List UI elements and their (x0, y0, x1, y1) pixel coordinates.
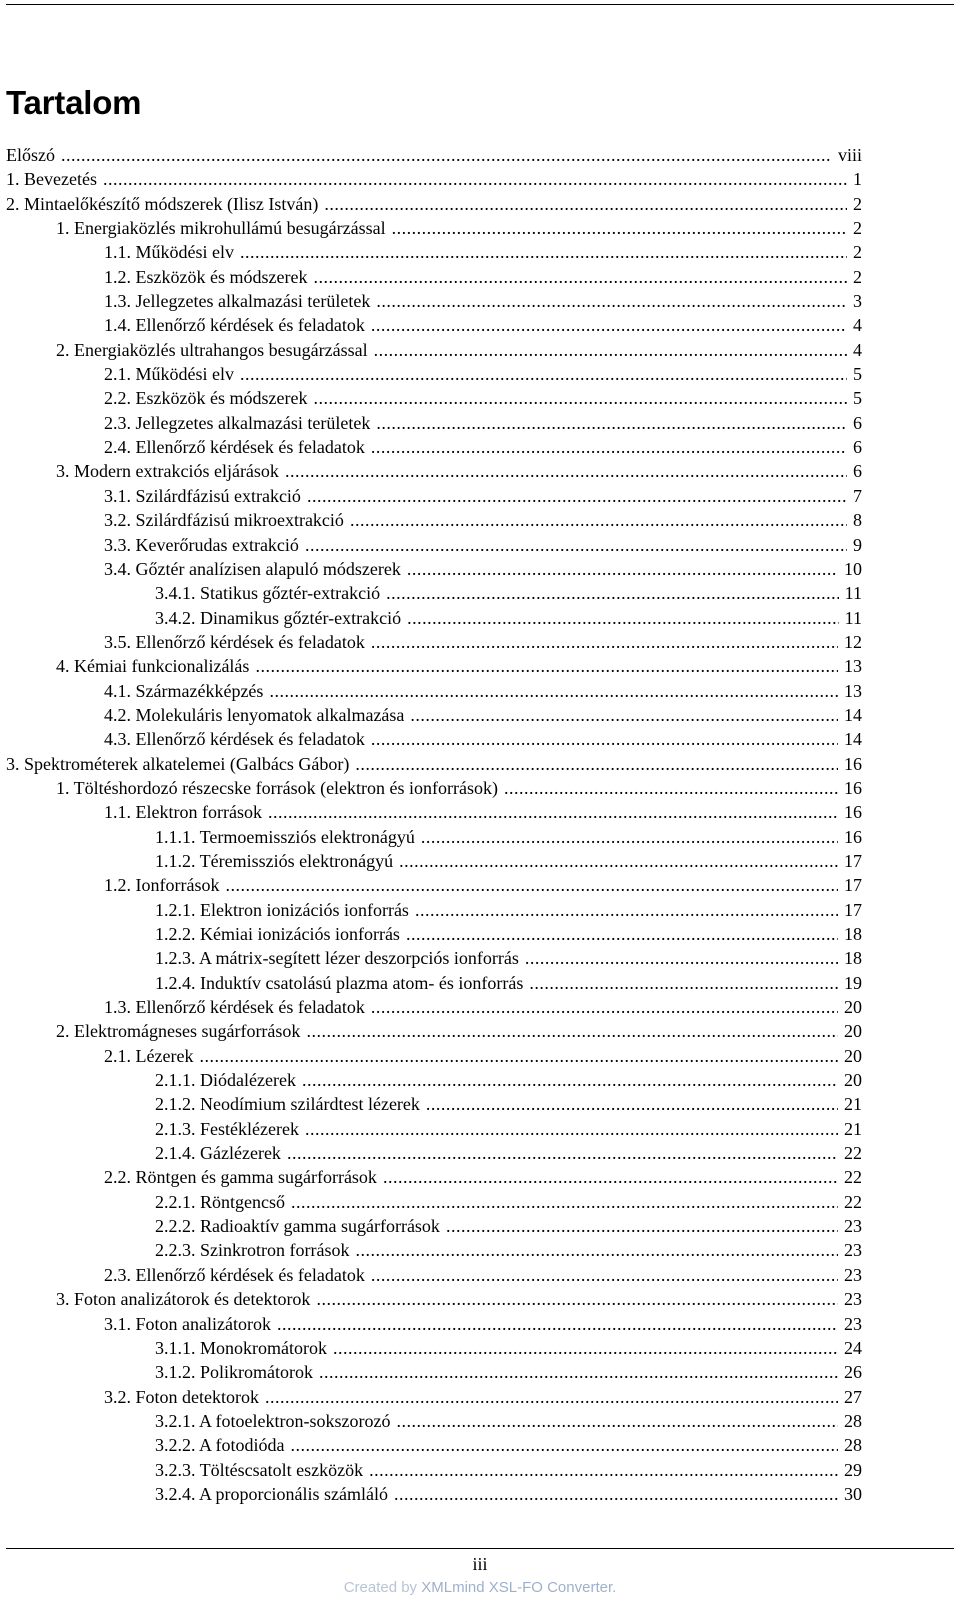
toc-leader-dots (410, 705, 838, 726)
toc-entry-label: 2.2.3. Szinkrotron források (155, 1240, 350, 1261)
toc-entry-page: 17 (844, 875, 862, 896)
toc-entry[interactable] (6, 145, 862, 169)
toc-entry-page: 16 (844, 753, 862, 774)
bottom-rule (6, 1548, 954, 1549)
toc-entry-page: 8 (853, 510, 862, 531)
toc-entry-page: 6 (853, 437, 862, 458)
toc-entry-page: 18 (844, 924, 862, 944)
toc-leader-dots (199, 1046, 838, 1067)
toc-entry-page: 21 (844, 1094, 862, 1115)
toc-entry[interactable] (6, 1192, 862, 1216)
toc-entry-page: 23 (844, 1313, 862, 1334)
toc-entry-page: 22 (844, 1143, 862, 1164)
toc-leader-dots (324, 194, 847, 215)
toc-leader-dots (426, 1094, 838, 1115)
toc-entry-page: 7 (853, 485, 862, 506)
toc-entry-label: 1. Töltéshordozó részecske források (elektron és ionforrások) (56, 777, 499, 798)
toc-entry[interactable] (6, 900, 862, 924)
toc-entry[interactable] (6, 242, 862, 266)
toc-leader-dots (305, 1119, 838, 1140)
toc-entry[interactable] (6, 754, 862, 778)
toc-entry[interactable] (6, 973, 862, 997)
toc-entry[interactable] (6, 413, 862, 437)
toc-entry-label: 3. Foton analizátorok és detektorok (56, 1289, 311, 1310)
toc-leader-dots (371, 1265, 838, 1286)
toc-entry-page: 21 (844, 1118, 862, 1139)
toc-entry[interactable] (6, 1484, 862, 1508)
toc-entry[interactable] (6, 924, 862, 948)
toc-entry[interactable] (6, 1289, 862, 1313)
toc-leader-dots (446, 1216, 838, 1237)
toc-entry-label: 4. Kémiai funkcionalizálás (56, 656, 250, 677)
toc-leader-dots (407, 608, 839, 629)
toc-entry-page: 5 (853, 364, 862, 385)
toc-leader-dots (407, 559, 838, 580)
toc-leader-dots (421, 827, 838, 848)
toc-entry-page: 22 (844, 1167, 862, 1188)
toc-entry-label: 2.3. Ellenőrző kérdések és feladatok (104, 1264, 365, 1285)
toc-entry[interactable] (6, 1119, 862, 1143)
toc-entry-label: 2.2. Röntgen és gamma sugárforrások (104, 1167, 377, 1188)
toc-entry[interactable] (6, 608, 862, 632)
toc-entry-page: 19 (844, 972, 862, 993)
toc-entry[interactable] (6, 632, 862, 656)
toc-leader-dots (525, 948, 838, 969)
toc-leader-dots (371, 315, 847, 336)
toc-entry-page: 27 (844, 1386, 862, 1407)
toc-entry[interactable] (6, 437, 862, 461)
toc-entry[interactable] (6, 851, 862, 875)
toc-entry-page: 29 (844, 1459, 862, 1480)
toc-entry-label: 2.4. Ellenőrző kérdések és feladatok (104, 437, 365, 458)
toc-leader-dots (371, 632, 838, 653)
toc-entry-page: 1 (853, 169, 862, 190)
toc-entry-label: 1.3. Jellegzetes alkalmazási területek (104, 291, 371, 312)
toc-leader-dots (277, 1314, 838, 1335)
toc-entry-page: 5 (853, 388, 862, 409)
toc-entry[interactable] (6, 194, 862, 218)
toc-entry-label: Előszó (6, 145, 55, 165)
toc-entry-label: 3.4.1. Statikus gőztér-extrakció (155, 583, 381, 604)
toc-entry-label: 1.1. Működési elv (104, 242, 234, 263)
credit-brand: XMLmind XSL-FO Converter. (421, 1579, 617, 1596)
toc-leader-dots (392, 218, 847, 239)
toc-leader-dots (313, 388, 847, 409)
toc-entry-label: 2. Energiaközlés ultrahangos besugárzással (56, 339, 368, 360)
toc-entry-label: 3.1.1. Monokromátorok (155, 1337, 327, 1358)
toc-entry-page: 10 (844, 558, 862, 579)
toc-entry-label: 3.4.2. Dinamikus gőztér-extrakció (155, 607, 402, 628)
toc-leader-dots (269, 681, 838, 702)
toc-leader-dots (529, 973, 838, 994)
toc-entry[interactable] (6, 510, 862, 534)
toc-entry-page: 2 (853, 266, 862, 287)
toc-entry-label: 2. Mintaelőkészítő módszerek (Ilisz István) (6, 193, 319, 214)
toc-leader-dots (240, 364, 847, 385)
toc-entry[interactable] (6, 778, 862, 802)
toc-leader-dots (240, 242, 847, 263)
toc-entry-label: 3.2.2. A fotodióda (155, 1435, 285, 1456)
toc-entry-label: 3.2.1. A fotoelektron-sokszorozó (155, 1410, 391, 1431)
toc-entry[interactable] (6, 1167, 862, 1191)
toc-entry[interactable] (6, 802, 862, 826)
toc-leader-dots (268, 802, 838, 823)
toc-entry[interactable] (6, 340, 862, 364)
toc-entry-label: 3.2.4. A proporcionális számláló (155, 1483, 388, 1504)
toc-entry-page: 16 (844, 777, 862, 798)
toc-leader-dots (287, 1143, 838, 1164)
toc-entry-page: 23 (844, 1240, 862, 1261)
toc-entry-label: 2.1.3. Festéklézerek (155, 1118, 299, 1139)
toc-leader-dots (306, 1021, 838, 1042)
toc-entry[interactable] (6, 1216, 862, 1240)
toc-leader-dots (374, 340, 847, 361)
toc-entry-label: 3.3. Keverőrudas extrakció (104, 534, 299, 555)
toc-entry-label: 2.1.2. Neodímium szilárdtest lézerek (155, 1094, 420, 1115)
toc-leader-dots (376, 291, 847, 312)
toc-entry-label: 3.2.3. Töltéscsatolt eszközök (155, 1459, 364, 1480)
toc-leader-dots (313, 267, 847, 288)
toc-entry-page: 24 (844, 1337, 862, 1358)
toc-entry[interactable] (6, 1362, 862, 1386)
toc-leader-dots (225, 875, 838, 896)
toc-entry[interactable] (6, 486, 862, 510)
toc-entry-page: 16 (844, 826, 862, 847)
toc-leader-dots (383, 1167, 838, 1188)
toc-entry-page: 23 (844, 1216, 862, 1237)
toc-entry-label: 1.2.1. Elektron ionizációs ionforrás (155, 899, 409, 920)
toc-entry[interactable] (6, 997, 862, 1021)
toc-entry-page: 9 (853, 534, 862, 555)
toc-entry-label: 1.4. Ellenőrző kérdések és feladatok (104, 315, 365, 336)
toc-leader-dots (302, 1070, 838, 1091)
toc-entry-page: 11 (844, 583, 862, 604)
toc-entry[interactable] (6, 169, 862, 193)
toc-entry-label: 1.2.4. Induktív csatolású plazma atom- és ionforrás (155, 972, 524, 993)
toc-entry[interactable] (6, 1338, 862, 1362)
toc-entry[interactable] (6, 729, 862, 753)
toc-entry-label: 4.3. Ellenőrző kérdések és feladatok (104, 729, 365, 750)
toc-entry[interactable] (6, 875, 862, 899)
toc-entry[interactable] (6, 1021, 862, 1045)
toc-entry-page: 2 (853, 218, 862, 239)
toc-entry-label: 1.1. Elektron források (104, 802, 262, 823)
toc-entry-page: 4 (853, 339, 862, 360)
toc-entry[interactable] (6, 315, 862, 339)
toc-entry-label: 2.3. Jellegzetes alkalmazási területek (104, 412, 371, 433)
toc-entry-label: 2.2. Eszközök és módszerek (104, 388, 308, 409)
toc-entry[interactable] (6, 461, 862, 485)
toc-leader-dots (369, 1460, 838, 1481)
toc-entry-page: 3 (853, 291, 862, 312)
toc-leader-dots (504, 778, 838, 799)
toc-entry-page: 2 (853, 193, 862, 214)
toc-entry[interactable] (6, 1265, 862, 1289)
toc-leader-dots (371, 997, 838, 1018)
toc-entry-page: 6 (853, 461, 862, 482)
toc-leader-dots (350, 510, 847, 531)
toc-entry-label: 2.1.1. Diódalézerek (155, 1070, 296, 1091)
toc-entry[interactable] (6, 1240, 862, 1264)
toc-entry[interactable] (6, 559, 862, 583)
toc-leader-dots (394, 1484, 838, 1505)
toc-entry-label: 2.1.4. Gázlézerek (155, 1143, 281, 1164)
toc-leader-dots (371, 437, 847, 458)
toc-entry-label: 1.1.2. Téremissziós elektronágyú (155, 850, 394, 871)
toc-leader-dots (307, 486, 847, 507)
toc-entry-label: 1.2.2. Kémiai ionizációs ionforrás (155, 924, 400, 944)
toc-entry-label: 1. Bevezetés (6, 169, 97, 190)
toc-entry-label: 3. Modern extrakciós eljárások (56, 461, 279, 482)
toc-entry[interactable] (6, 1070, 862, 1094)
toc-entry-label: 1.1.1. Termoemissziós elektronágyú (155, 826, 415, 847)
toc-entry-page: 22 (844, 1191, 862, 1212)
toc-entry[interactable] (6, 218, 862, 242)
toc-entry[interactable] (6, 267, 862, 291)
toc-entry[interactable] (6, 535, 862, 559)
toc-entry-page: 6 (853, 412, 862, 433)
toc-leader-dots (265, 1387, 838, 1408)
toc-entry-page: 14 (844, 729, 862, 750)
toc-entry[interactable] (6, 681, 862, 705)
toc-leader-dots (396, 1411, 838, 1432)
toc-leader-dots (103, 169, 847, 190)
toc-entry-label: 3.2. Foton detektorok (104, 1386, 259, 1407)
toc-entry-label: 3.1. Szilárdfázisú extrakció (104, 485, 301, 506)
toc-entry-label: 3.1.2. Polikromátorok (155, 1362, 313, 1383)
toc-entry-label: 1.2. Eszközök és módszerek (104, 266, 308, 287)
toc-entry-label: 2.1. Működési elv (104, 364, 234, 385)
toc-entry-label: 3.1. Foton analizátorok (104, 1313, 271, 1334)
toc-entry[interactable] (6, 948, 862, 972)
toc-leader-dots (415, 900, 838, 921)
toc-entry-page: 17 (844, 850, 862, 871)
toc-entry[interactable] (6, 1460, 862, 1484)
toc-entry-page: 26 (844, 1362, 862, 1383)
toc-leader-dots (319, 1362, 838, 1383)
toc-leader-dots (61, 145, 832, 166)
toc-entry-label: 1.2.3. A mátrix-segített lézer deszorpciós ionforrás (155, 948, 519, 969)
toc-entry-page: 4 (853, 315, 862, 336)
page-number: iii (472, 1554, 488, 1574)
toc-entry[interactable] (6, 364, 862, 388)
toc-leader-dots (376, 413, 847, 434)
toc-leader-dots (285, 461, 847, 482)
toc-leader-dots (305, 535, 847, 556)
toc-leader-dots (399, 851, 838, 872)
toc-entry-label: 3.4. Gőztér analízisen alapuló módszerek (104, 558, 401, 579)
toc-leader-dots (316, 1289, 838, 1310)
toc-entry-page: 28 (844, 1410, 862, 1431)
toc-entry-page: 20 (844, 1021, 862, 1042)
toc-leader-dots (333, 1338, 838, 1359)
toc-leader-dots (355, 754, 838, 775)
toc-entry-label: 3.2. Szilárdfázisú mikroextrakció (104, 510, 344, 531)
toc-entry-label: 1. Energiaközlés mikrohullámú besugárzással (56, 218, 386, 239)
table-of-contents (6, 145, 862, 1508)
toc-entry-label: 4.2. Molekuláris lenyomatok alkalmazása (104, 704, 405, 725)
toc-entry-page: 23 (844, 1289, 862, 1310)
toc-entry-page: 13 (844, 680, 862, 701)
toc-entry-page: 12 (844, 631, 862, 652)
toc-entry[interactable] (6, 388, 862, 412)
toc-entry-page: 30 (844, 1483, 862, 1504)
toc-entry-page: 17 (844, 899, 862, 920)
toc-leader-dots (291, 1435, 839, 1456)
toc-entry[interactable] (6, 827, 862, 851)
toc-leader-dots (291, 1192, 838, 1213)
toc-leader-dots (355, 1240, 838, 1261)
toc-entry-label: 3. Spektrométerek alkatelemei (Galbács Gábor) (6, 753, 350, 774)
toc-entry[interactable] (6, 705, 862, 729)
toc-entry[interactable] (6, 1411, 862, 1435)
toc-entry-label: 4.1. Származékképzés (104, 680, 264, 701)
toc-entry-page: 28 (844, 1435, 862, 1456)
top-rule (6, 4, 954, 5)
toc-entry-label: 1.2. Ionforrások (104, 875, 220, 896)
toc-entry-label: 2. Elektromágneses sugárforrások (56, 1021, 301, 1042)
toc-entry-page: 16 (844, 802, 862, 823)
toc-entry-page: 11 (844, 607, 862, 628)
toc-entry[interactable] (6, 1314, 862, 1338)
toc-leader-dots (371, 729, 838, 750)
toc-entry-page: 20 (844, 997, 862, 1018)
toc-entry-page: 2 (853, 242, 862, 263)
toc-entry[interactable] (6, 1387, 862, 1411)
toc-entry[interactable] (6, 583, 862, 607)
toc-entry[interactable] (6, 1435, 862, 1459)
toc-entry-page: 20 (844, 1070, 862, 1091)
toc-entry-label: 2.1. Lézerek (104, 1045, 194, 1066)
toc-entry-label: 1.3. Ellenőrző kérdések és feladatok (104, 997, 365, 1018)
toc-entry[interactable] (6, 1143, 862, 1167)
toc-entry-label: 2.2.1. Röntgencső (155, 1191, 285, 1212)
toc-entry[interactable] (6, 656, 862, 680)
toc-leader-dots (255, 656, 838, 677)
toc-entry[interactable] (6, 1094, 862, 1118)
toc-entry-label: 3.5. Ellenőrző kérdések és feladatok (104, 631, 365, 652)
toc-entry-page: 14 (844, 704, 862, 725)
toc-entry-page: 18 (844, 948, 862, 969)
toc-leader-dots (386, 583, 839, 604)
toc-entry-label: 2.2.2. Radioaktív gamma sugárforrások (155, 1216, 440, 1237)
toc-entry-page: 23 (844, 1264, 862, 1285)
converter-credit (0, 1579, 960, 1596)
toc-entry-page: viii (837, 145, 862, 165)
toc-entry[interactable] (6, 291, 862, 315)
toc-leader-dots (406, 924, 838, 945)
credit-prefix: Created by (343, 1579, 422, 1596)
toc-entry-page: 13 (844, 656, 862, 677)
toc-entry-page: 20 (844, 1045, 862, 1066)
toc-entry[interactable] (6, 1046, 862, 1070)
page-title: Tartalom (6, 84, 142, 121)
